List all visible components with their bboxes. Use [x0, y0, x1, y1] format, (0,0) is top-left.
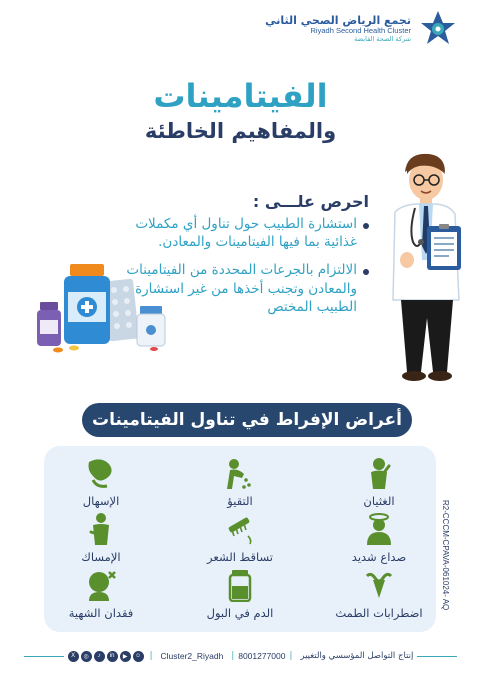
snapchat-icon[interactable]: ☺: [133, 651, 144, 662]
symptom-label: صداع شديد: [351, 550, 407, 564]
org-subtitle: شركة الصحة القابضة: [354, 34, 411, 43]
symptom-headache: [324, 512, 434, 564]
symptom-nausea: [324, 456, 434, 508]
doctor-illustration: [383, 150, 467, 390]
title-line-1: الفيتامينات: [153, 77, 328, 115]
phone-number[interactable]: 8001277000: [238, 651, 286, 661]
symptom-label: اضطرابات الطمث: [335, 606, 423, 620]
linkedin-icon[interactable]: in: [107, 651, 118, 662]
footer: X ◎ ♪ in ▶ ☺ | Cluster2_Riyadh | 8001277000 | إنتاج التواصل المؤسسي والتغيير: [20, 646, 461, 666]
advice-item: الالتزام بالجرعات المحددة من الفيتامينات والمعادن وتجنب أخذها من غير استشارة الطبيب المختص: [124, 261, 369, 316]
symptoms-banner: أعراض الإفراط في تناول الفيتامينات: [82, 403, 412, 437]
symptom-label: الإسهال: [82, 494, 120, 508]
social-handle[interactable]: Cluster2_Riyadh: [160, 651, 224, 661]
hair-loss-icon: [222, 512, 258, 546]
symptoms-panel: [44, 446, 436, 632]
org-name-ar: تجمع الرياض الصحي الثاني: [265, 13, 411, 27]
medicine-bottles-illustration: [34, 258, 174, 353]
symptom-constipation: [46, 512, 156, 564]
document-code: R2-CCCM-CPAVA-061024- AQ: [441, 500, 450, 611]
blood-urine-icon: [222, 568, 258, 602]
constipation-icon: [83, 512, 119, 546]
symptom-label: التقيؤ: [227, 494, 253, 508]
org-name-en: Riyadh Second Health Cluster: [310, 26, 411, 36]
cluster-logo-icon: [417, 8, 459, 50]
symptom-blood-urine: [185, 568, 295, 620]
advice-heading: احرص علـــى :: [252, 192, 369, 211]
footer-divider: [417, 656, 457, 657]
symptom-vomiting: [185, 456, 295, 508]
symptom-label: الإمساك: [81, 550, 121, 564]
tiktok-icon[interactable]: ♪: [94, 651, 105, 662]
youtube-icon[interactable]: ▶: [120, 651, 131, 662]
advice-item: استشارة الطبيب حول تناول أي مكملات غذائية بما فيها الفيتامينات والمعادن.: [124, 215, 369, 251]
page-title: [0, 78, 481, 143]
symptom-label: الدم في البول: [206, 606, 274, 620]
instagram-icon[interactable]: ◎: [81, 651, 92, 662]
x-icon[interactable]: X: [68, 651, 79, 662]
symptom-appetite-loss: [46, 568, 156, 620]
symptom-label: تساقط الشعر: [207, 550, 273, 564]
footer-divider: [24, 656, 64, 657]
appetite-loss-icon: [83, 568, 119, 602]
nausea-icon: [361, 456, 397, 490]
vomiting-icon: [222, 456, 258, 490]
symptom-menstrual: [324, 568, 434, 620]
organization-header: [265, 8, 459, 50]
diarrhea-icon: [83, 456, 119, 490]
symptom-diarrhea: [46, 456, 156, 508]
production-credit: إنتاج التواصل المؤسسي والتغيير: [300, 651, 414, 661]
symptom-label: فقدان الشهية: [68, 606, 134, 620]
title-line-2: والمفاهيم الخاطئة: [144, 118, 337, 143]
menstrual-icon: [361, 568, 397, 602]
headache-icon: [361, 512, 397, 546]
symptom-label: الغثيان: [363, 494, 395, 508]
symptom-hair-loss: [185, 512, 295, 564]
